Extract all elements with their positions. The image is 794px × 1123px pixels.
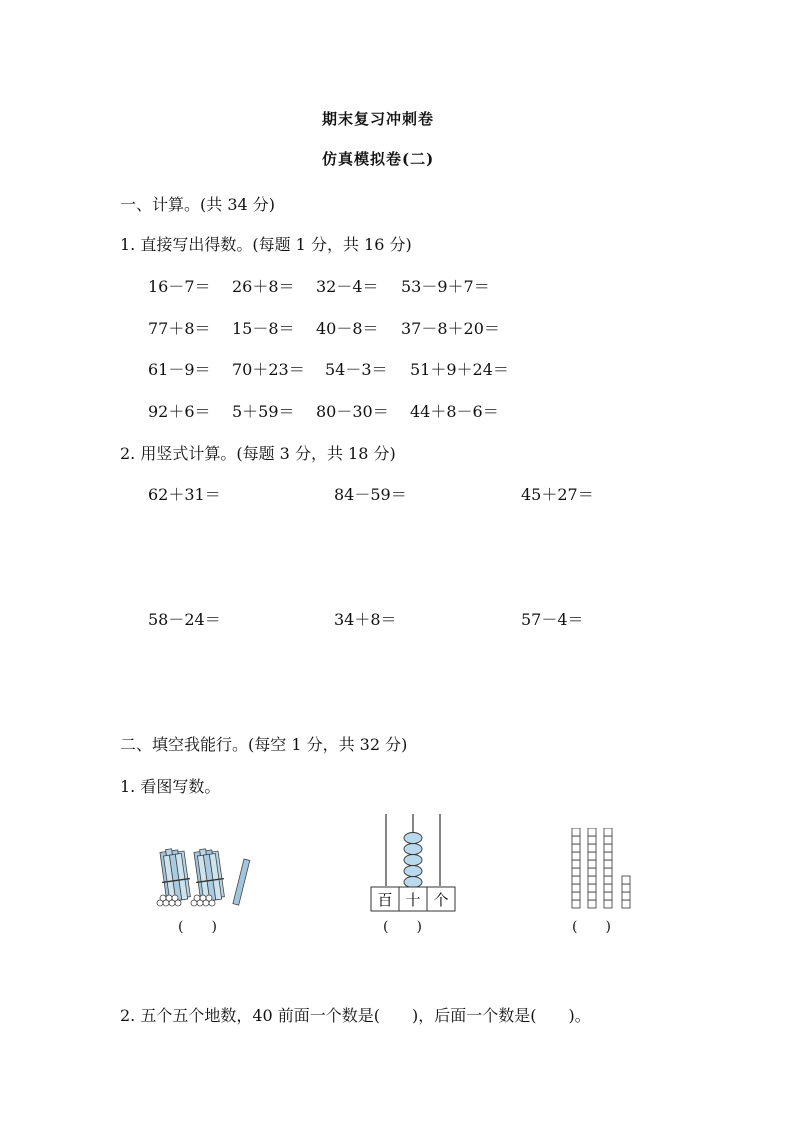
section1-heading: 一、计算。(共 34 分) (120, 195, 276, 214)
expr: 51＋9＋24＝ (410, 360, 509, 379)
vertical-expr: 45＋27＝ (521, 485, 594, 504)
answer-blank-3[interactable]: ( ) (572, 919, 611, 935)
expr: 80－30＝ (316, 402, 389, 421)
vertical-expr: 58－24＝ (148, 610, 221, 629)
expr: 5＋59＝ (232, 402, 295, 421)
vertical-expr: 84－59＝ (334, 485, 407, 504)
abacus-bead (404, 833, 422, 888)
expr: 70＋23＝ (232, 360, 305, 379)
expr: 54－3＝ (325, 360, 388, 379)
expr: 44＋8－6＝ (410, 402, 499, 421)
s2-q2-label: 2. 五个五个地数，40 前面一个数是( )，后面一个数是( )。 (120, 1006, 591, 1025)
cube-strips-picture (568, 828, 638, 912)
expr: 61－9＝ (148, 360, 211, 379)
stick-bundle (157, 847, 193, 906)
cube-strip (572, 828, 580, 908)
answer-blank-2[interactable]: ( ) (383, 919, 422, 935)
expr: 26＋8＝ (232, 277, 295, 296)
abacus-label-tens: 十 (405, 891, 421, 909)
answer-blank-1[interactable]: ( ) (178, 919, 217, 935)
page-title: 期末复习冲刺卷 (322, 110, 435, 128)
q2-label: 2. 用竖式计算。(每题 3 分，共 18 分) (120, 444, 396, 463)
stick-bundles-picture (150, 845, 270, 915)
cube-strip (604, 828, 612, 908)
abacus-label-hundreds: 百 (377, 891, 393, 909)
page-subtitle: 仿真模拟卷(二) (322, 150, 435, 168)
expr: 92＋6＝ (148, 402, 211, 421)
section2-heading: 二、填空我能行。(每空 1 分，共 32 分) (120, 735, 408, 754)
s2-q1-label: 1. 看图写数。 (120, 777, 221, 796)
vertical-expr: 34＋8＝ (334, 610, 397, 629)
vertical-expr: 62＋31＝ (148, 485, 221, 504)
stick-bundle (191, 847, 227, 906)
q1-label: 1. 直接写出得数。(每题 1 分，共 16 分) (120, 235, 412, 254)
expr: 16－7＝ (148, 277, 211, 296)
abacus-picture (368, 812, 458, 914)
expr: 15－8＝ (232, 319, 295, 338)
expr: 40－8＝ (316, 319, 379, 338)
expr: 77＋8＝ (148, 319, 211, 338)
cube-strip (622, 876, 630, 908)
vertical-expr: 57－4＝ (521, 610, 584, 629)
expr: 53－9＋7＝ (401, 277, 490, 296)
expr: 37－8＋20＝ (401, 319, 500, 338)
single-stick (233, 859, 250, 905)
expr: 32－4＝ (316, 277, 379, 296)
abacus-label-ones: 个 (433, 891, 449, 909)
cube-strip (588, 828, 596, 908)
